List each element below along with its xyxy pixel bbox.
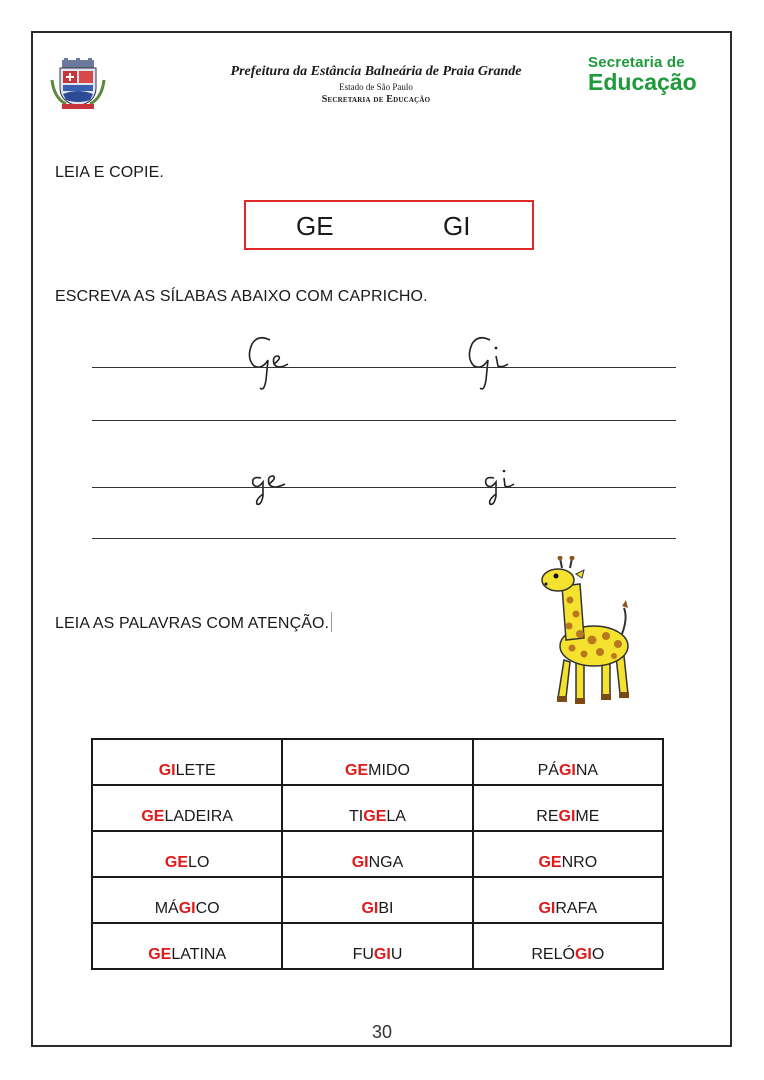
word-part-post: NGA: [368, 854, 404, 871]
instruction-write: ESCREVA AS SÍLABAS ABAIXO COM CAPRICHO.: [55, 288, 428, 305]
giraffe-icon: [536, 556, 634, 708]
table-row: [92, 877, 663, 923]
highlighted-syllable: GE: [164, 854, 189, 871]
cursive-upper-gi: [462, 330, 532, 400]
word-cell: [282, 831, 472, 877]
word-cell: [92, 739, 282, 785]
word-cell: [473, 785, 663, 831]
word-cell: [282, 923, 472, 969]
logo-top-text: Secretaria de: [588, 54, 685, 71]
word-cell: [92, 923, 282, 969]
words-table: [91, 738, 664, 970]
table-row: [92, 785, 663, 831]
word-cell: [282, 785, 472, 831]
word-part-post: LO: [188, 854, 210, 871]
word-part-post: NA: [575, 762, 599, 779]
word-cell: [92, 831, 282, 877]
writing-line-3: [92, 487, 676, 488]
word-cell: [282, 877, 472, 923]
highlighted-syllable: GI: [538, 900, 556, 917]
syllable-box: [244, 200, 534, 250]
highlighted-syllable: GI: [558, 808, 576, 825]
table-row: [92, 923, 663, 969]
highlighted-syllable: GI: [158, 762, 176, 779]
highlighted-syllable: GE: [538, 854, 562, 871]
highlighted-syllable: GI: [361, 900, 379, 917]
city-crest-icon: [50, 58, 106, 110]
table-row: [92, 739, 663, 785]
word-part-post: U: [390, 946, 403, 963]
text-cursor: [331, 612, 332, 632]
cursive-upper-ge: [238, 330, 308, 400]
education-logo: [588, 54, 697, 93]
word-part-post: LATINA: [171, 946, 227, 963]
page-number: 30: [371, 1022, 393, 1042]
word-part-pre: MÁ: [154, 900, 179, 917]
word-part-post: O: [591, 946, 605, 963]
word-part-post: RAFA: [555, 900, 598, 917]
department-subtitle: Secretaria de Educação: [321, 94, 431, 105]
word-cell: [282, 739, 472, 785]
word-cell: [473, 923, 663, 969]
highlighted-syllable: GI: [178, 900, 196, 917]
word-part-post: LADEIRA: [164, 808, 233, 825]
logo-bottom-text: Educação: [588, 69, 697, 95]
syllable-gi: GI: [443, 211, 471, 241]
instruction-read-words: [55, 612, 332, 633]
table-row: [92, 831, 663, 877]
word-cell: [92, 785, 282, 831]
word-part-post: ME: [575, 808, 600, 825]
prefecture-title: Prefeitura da Estância Balneária de Praia Grande: [230, 64, 522, 79]
writing-line-1: [92, 367, 676, 368]
highlighted-syllable: GE: [148, 946, 172, 963]
word-part-post: MIDO: [368, 762, 410, 779]
writing-line-2: [92, 420, 676, 421]
word-part-pre: RE: [536, 808, 559, 825]
word-part-pre: PÁ: [537, 762, 559, 779]
word-part-post: LA: [386, 808, 406, 825]
instruction-read-words-text: LEIA AS PALAVRAS COM ATENÇÃO.: [55, 615, 330, 632]
highlighted-syllable: GI: [574, 946, 592, 963]
syllable-ge: GE: [296, 211, 334, 241]
word-part-post: LETE: [175, 762, 216, 779]
word-cell: [92, 877, 282, 923]
highlighted-syllable: GE: [363, 808, 387, 825]
highlighted-syllable: GI: [351, 854, 369, 871]
highlighted-syllable: GE: [345, 762, 369, 779]
word-part-post: NRO: [561, 854, 598, 871]
state-subtitle: Estado de São Paulo: [339, 82, 413, 92]
word-part-pre: TI: [349, 808, 364, 825]
word-cell: [473, 831, 663, 877]
highlighted-syllable: GE: [141, 808, 165, 825]
writing-line-4: [92, 538, 676, 539]
header-text: [160, 64, 592, 105]
word-cell: [473, 739, 663, 785]
word-part-post: BI: [378, 900, 394, 917]
word-part-pre: FU: [352, 946, 374, 963]
word-part-pre: RELÓ: [531, 946, 575, 963]
highlighted-syllable: GI: [373, 946, 391, 963]
word-part-post: CO: [195, 900, 220, 917]
word-cell: [473, 877, 663, 923]
instruction-read-copy: LEIA E COPIE.: [55, 164, 164, 181]
highlighted-syllable: GI: [558, 762, 576, 779]
